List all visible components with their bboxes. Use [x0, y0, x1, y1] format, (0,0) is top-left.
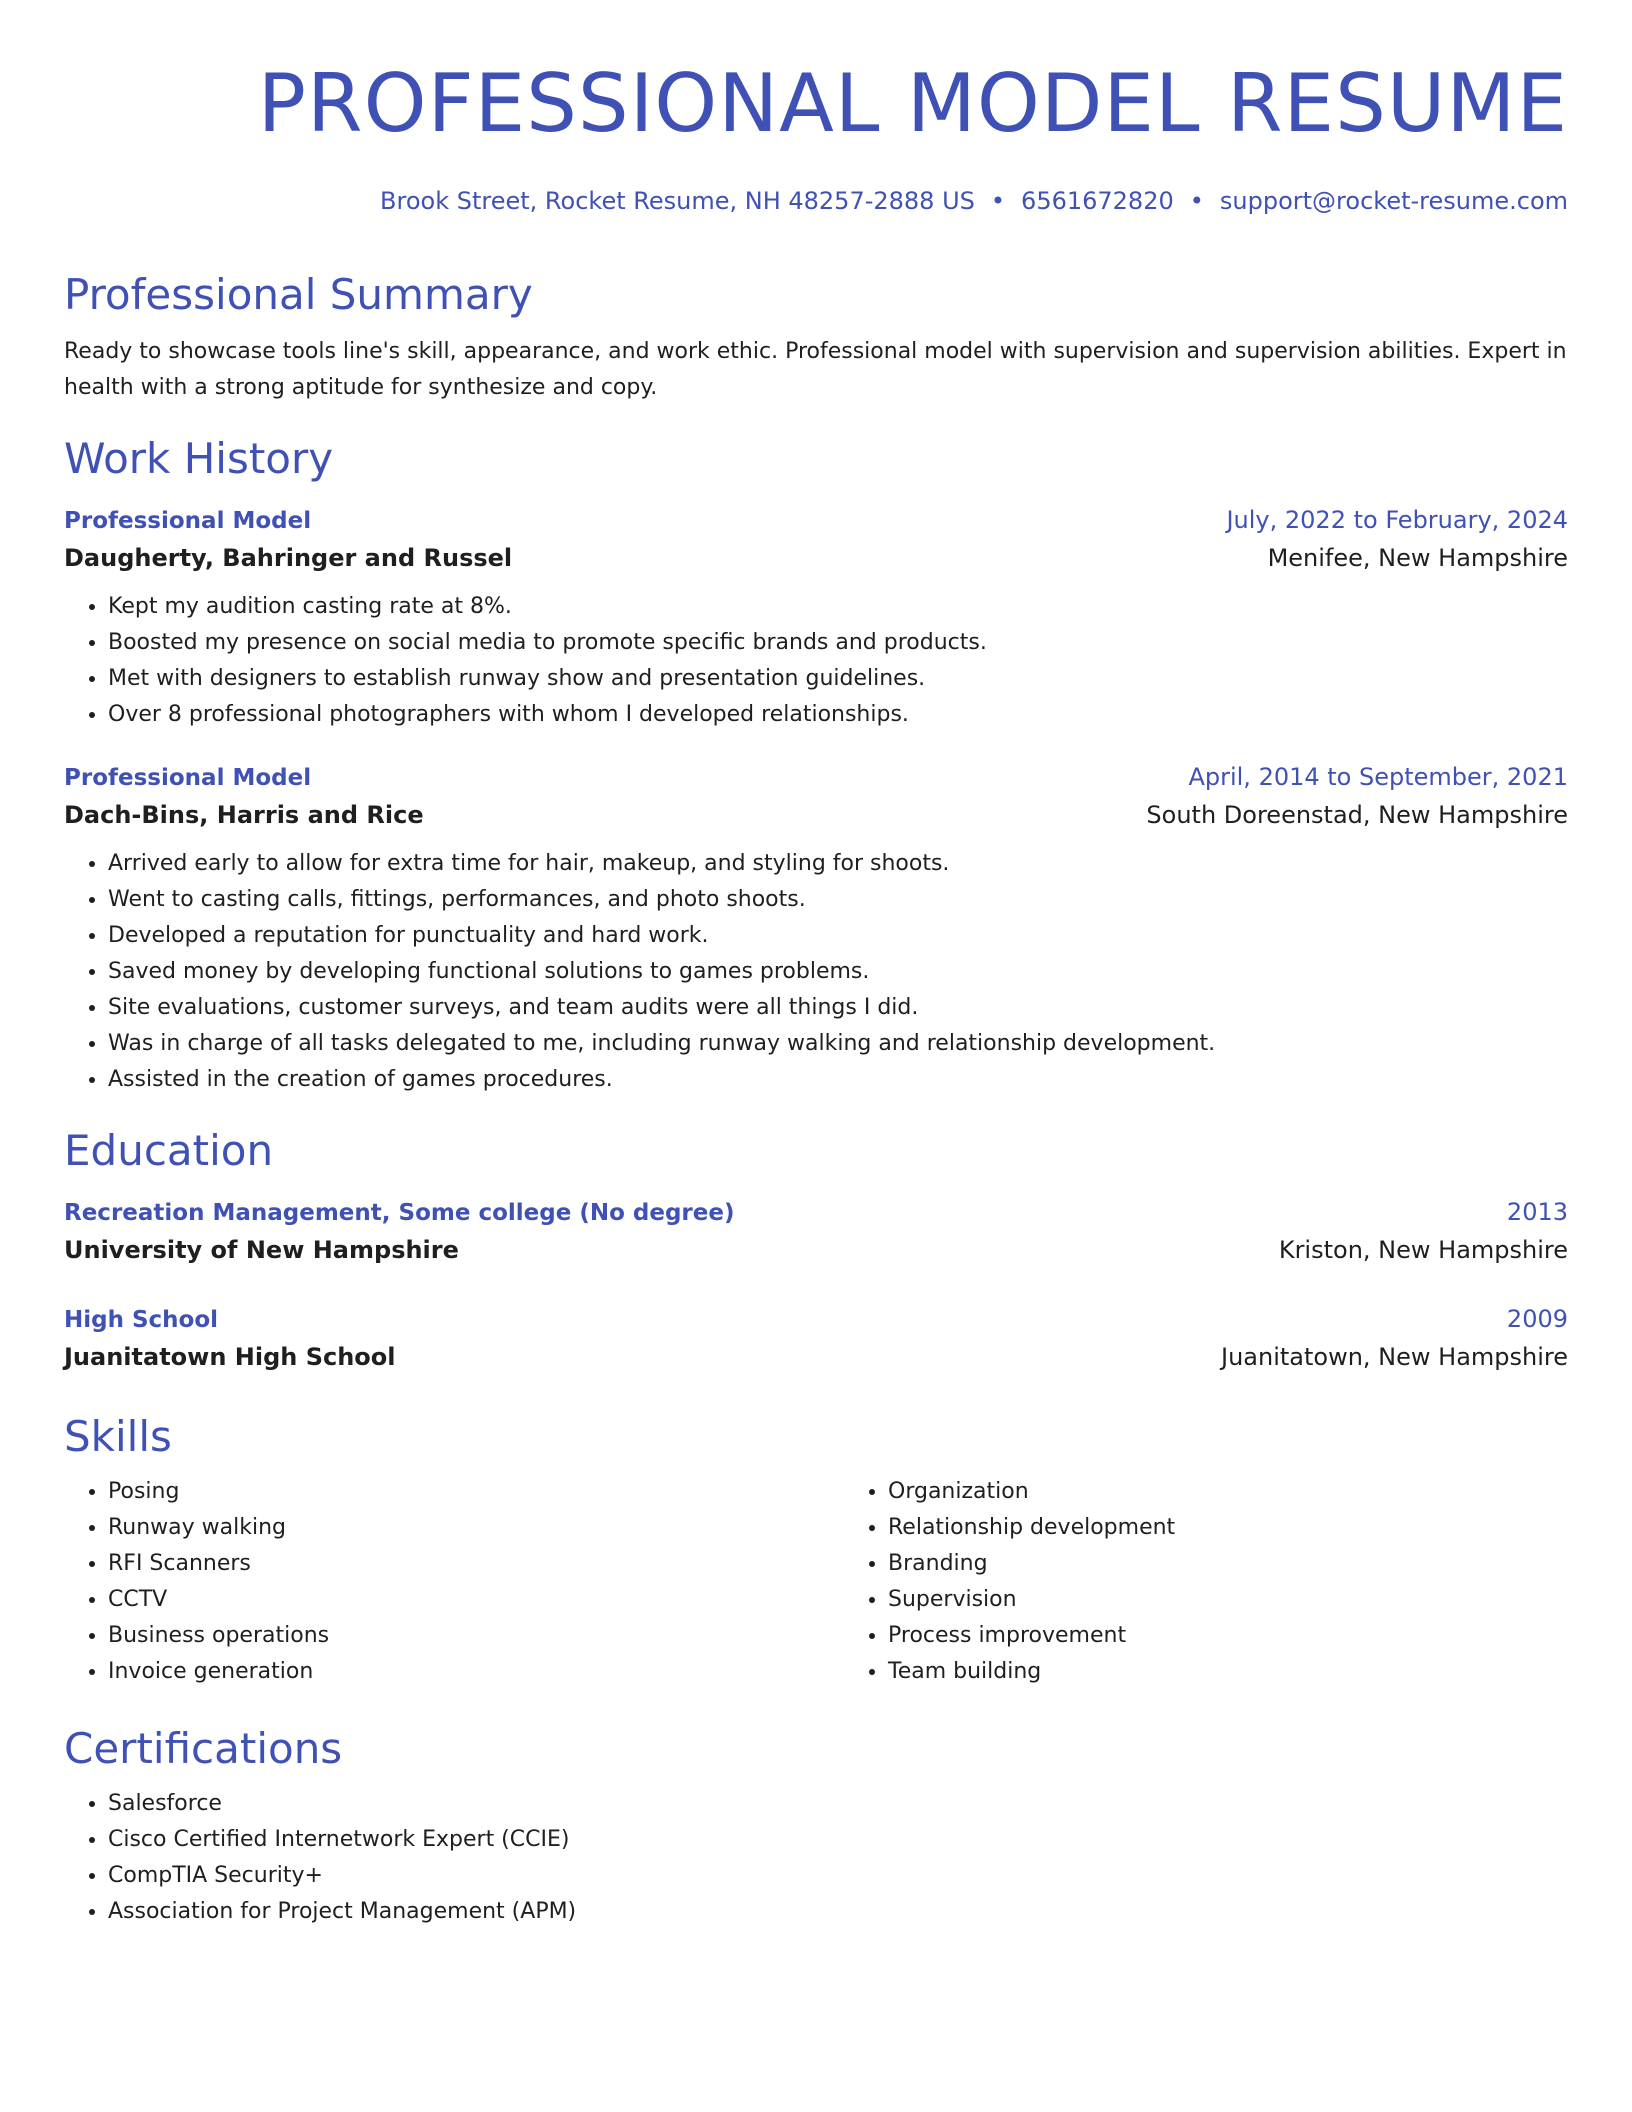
skill-item: • Invoice generation	[108, 1654, 844, 1690]
skill-item: • Runway walking	[108, 1510, 844, 1546]
work-entry-subheader	[64, 539, 1568, 577]
list-item: • Site evaluations, customer surveys, and team audits were all things I did.	[108, 990, 1568, 1026]
job-location: Menifee, New Hampshire	[1267, 544, 1568, 572]
section-title-education: Education	[64, 1126, 274, 1175]
skill-item: • Posing	[108, 1474, 844, 1510]
skill-item: • Relationship development	[888, 1510, 1488, 1546]
school-name: Juanitatown High School	[64, 1343, 396, 1371]
education-year: 2013	[1506, 1198, 1568, 1226]
work-entry	[64, 502, 1568, 733]
job-bullets	[64, 846, 1568, 1098]
education-entry-subheader	[64, 1338, 1568, 1376]
section-title-certifications: Certifications	[64, 1724, 343, 1773]
education-entry	[64, 1301, 1568, 1376]
education-year: 2009	[1506, 1305, 1568, 1333]
section-title-work-history: Work History	[64, 434, 334, 483]
list-item: • Over 8 professional photographers with whom I developed relationships.	[108, 697, 1568, 733]
certifications-list	[64, 1786, 1568, 1930]
list-item: • Was in charge of all tasks delegated to me, including runway walking and relationship development.	[108, 1026, 1568, 1062]
degree-name: High School	[64, 1307, 219, 1333]
contact-separator: •	[1189, 187, 1204, 215]
list-item: • Kept my audition casting rate at 8%.	[108, 589, 1568, 625]
school-name: University of New Hampshire	[64, 1236, 459, 1264]
company-name: Dach-Bins, Harris and Rice	[64, 801, 424, 829]
skill-item: • Process improvement	[888, 1618, 1488, 1654]
contact-email[interactable]: support@rocket-resume.com	[1219, 187, 1568, 215]
skill-item: • Team building	[888, 1654, 1488, 1690]
summary-text: Ready to showcase tools line's skill, appearance, and work ethic. Professional model with supervision and supervision abilities. Expert in health with a strong aptitude for synthesize and copy.	[64, 339, 1567, 400]
list-item: • Went to casting calls, fittings, performances, and photo shoots.	[108, 882, 1568, 918]
list-item: • Met with designers to establish runway show and presentation guidelines.	[108, 661, 1568, 697]
section-title-summary: Professional Summary	[64, 270, 533, 319]
contact-line	[64, 186, 1568, 216]
work-entry	[64, 759, 1568, 1098]
certification-item: • Association for Project Management (APM)	[108, 1894, 1568, 1930]
skill-item: • CCTV	[108, 1582, 844, 1618]
list-item: • Developed a reputation for punctuality and hard work.	[108, 918, 1568, 954]
education-entry-header	[64, 1194, 1568, 1231]
degree-name: Recreation Management, Some college (No degree)	[64, 1200, 735, 1226]
school-location: Kriston, New Hampshire	[1278, 1236, 1568, 1264]
job-bullets	[64, 589, 1568, 733]
skills-column-right	[844, 1474, 1488, 1690]
job-title: Professional Model	[64, 765, 312, 791]
skills-column-left	[64, 1474, 844, 1690]
list-item: • Boosted my presence on social media to promote specific brands and products.	[108, 625, 1568, 661]
skill-item: • Supervision	[888, 1582, 1488, 1618]
job-title: Professional Model	[64, 508, 312, 534]
work-entry-subheader	[64, 796, 1568, 834]
skill-item: • Organization	[888, 1474, 1488, 1510]
education-entry	[64, 1194, 1568, 1269]
list-item: • Arrived early to allow for extra time for hair, makeup, and styling for shoots.	[108, 846, 1568, 882]
resume-header	[64, 56, 1568, 216]
education-entry-subheader	[64, 1231, 1568, 1269]
skills-grid	[64, 1474, 1568, 1690]
school-location: Juanitatown, New Hampshire	[1220, 1343, 1568, 1371]
certification-item: • Salesforce	[108, 1786, 1568, 1822]
company-name: Daugherty, Bahringer and Russel	[64, 544, 513, 572]
skill-item: • RFI Scanners	[108, 1546, 844, 1582]
list-item: • Assisted in the creation of games procedures.	[108, 1062, 1568, 1098]
section-title-skills: Skills	[64, 1412, 172, 1461]
contact-address: Brook Street, Rocket Resume, NH 48257-2888 US	[380, 187, 975, 215]
skill-item: • Business operations	[108, 1618, 844, 1654]
contact-separator: •	[990, 187, 1006, 215]
job-dates: April, 2014 to September, 2021	[1188, 763, 1568, 791]
certification-item: • CompTIA Security+	[108, 1858, 1568, 1894]
work-entry-header	[64, 502, 1568, 539]
education-entry-header	[64, 1301, 1568, 1338]
job-dates: July, 2022 to February, 2024	[1226, 506, 1568, 534]
contact-phone[interactable]: 6561672820	[1021, 187, 1174, 215]
work-entry-header	[64, 759, 1568, 796]
skill-item: • Branding	[888, 1546, 1488, 1582]
job-location: South Doreenstad, New Hampshire	[1146, 801, 1568, 829]
list-item: • Saved money by developing functional solutions to games problems.	[108, 954, 1568, 990]
resume-name: PROFESSIONAL MODEL RESUME	[257, 57, 1568, 150]
certification-item: • Cisco Certified Internetwork Expert (CCIE)	[108, 1822, 1568, 1858]
